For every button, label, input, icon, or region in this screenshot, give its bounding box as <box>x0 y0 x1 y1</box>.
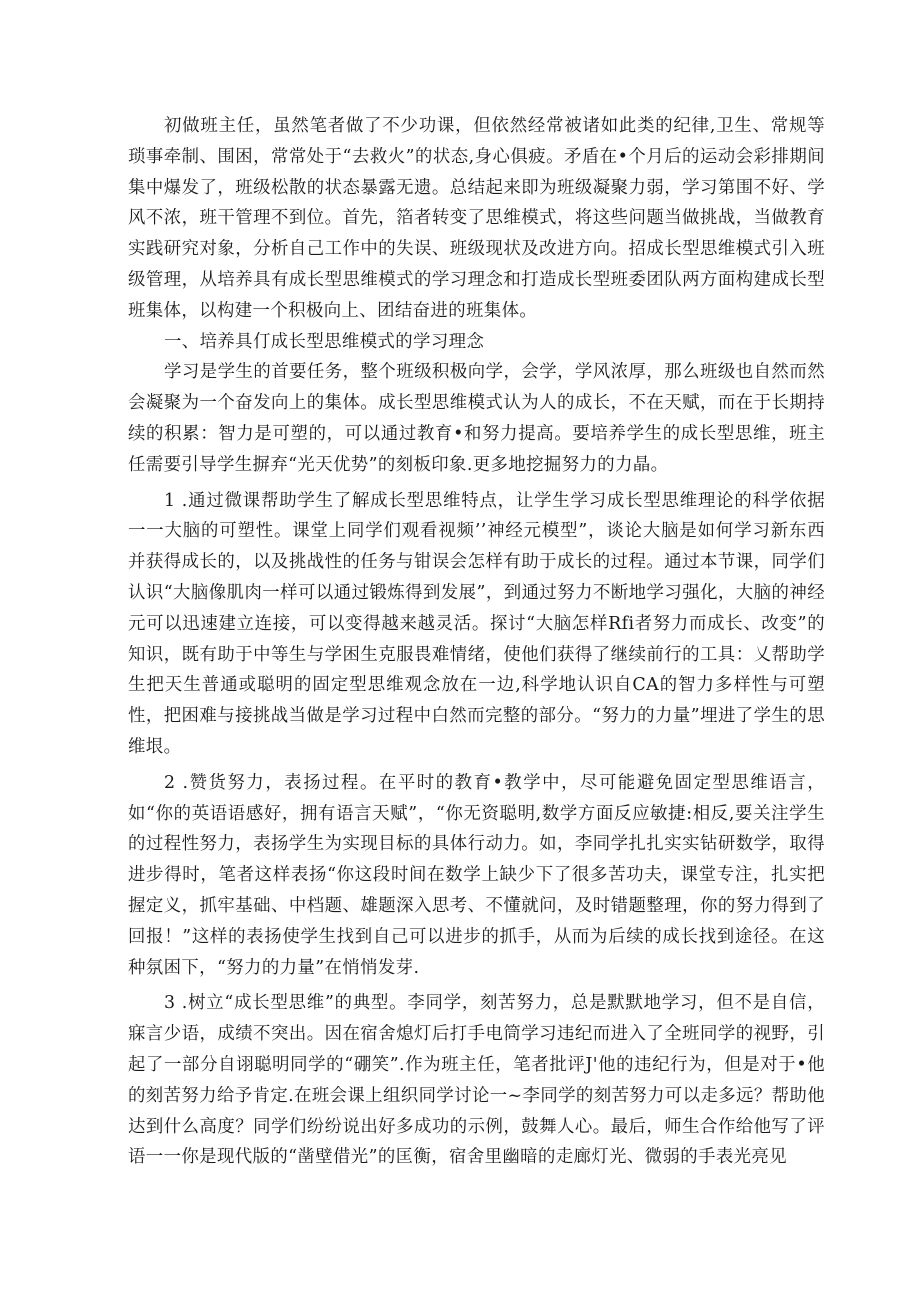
list-item-1: 1 .通过微课帮助学生了解成长型思维特点，让学生学习成长型思维理论的科学依据一一大脑的可塑性。课堂上同学们观看视频’’神经元模型”，谈论大脑是如何学习新东西并获得成长的，以及挑战性的任务与钳误会怎样有助于成长的过程。通过本节课，同学们认识“大脑像肌肉一样可以通过锻炼得到发展”，到通过努力不断地学习强化，大脑的神经元可以迅速建立连接，可以变得越来越灵活。探讨“大脑怎样Rfi者努力而成长、改变”的知识，既有助于中等生与学困生克服畏难情绪，使他们获得了继续前行的工具：乂帮助学生把天生普通或聪明的固定型思维观念放在一边,科学地认识自CA的智力多样性与可塑性，把困难与接挑战当做是学习过程中白然而完整的部分。“努力的力量”埋进了学生的思维垠。 <box>128 490 825 757</box>
section-heading: 一、培养具仃成长型思维模式的学习理念 <box>164 331 485 352</box>
section-paragraph: 学习是学生的首要任务，整个班级积极向学，会学，学风浓厚，那么班级也自然而然会凝聚为一个奋发向上的集体。成长型思维模式认为人的成长，不在天赋，而在于长期持续的积累：智力是可塑的，可以通过教育•和努力提高。要培养学生的成长型思维，班主任需要引导学生摒弃“光天优势”的刻板印象.更多地挖掘努力的力晶。 <box>128 362 825 475</box>
list-item-3: 3 .树立“成长型思维”的典型。李同学，刻苦努力，总是默默地学习，但不是自信，寐言少语，成绩不突出。因在宿舍熄灯后打手电筒学习违纪而进入了全班同学的视野，引起了一部分自诩聪明同学的“硼笑”.作为班主任，笔者批评J'他的违纪行为，但是对于•他的刻苦努力给予肯定.在班会课上组织同学讨论一~李同学的刻苦努力可以走多远？帮助他达到什么高度？同学们纷纷说出好多成功的示例，鼓舞人心。最后，师生合作给他写了评语一一你是现代版的“凿壁借光”的匡衡，宿舍里幽暗的走廊灯光、微弱的手表光亮见 <box>128 993 825 1168</box>
intro-paragraph: 初做班主任，虽然笔者做了不少功课，但依然经常被诸如此类的纪律,卫生、常规等琐事牵制、围困，常常处于“去救火”的状态,身心俱疲。矛盾在•个月后的运动会彩排期间集中爆发了，班级松散的状态暴露无遗。总结起来即为班级凝聚力弱，学习第围不好、学风不浓，班干管理不到位。首先，箔者转变了思维模式，将这些问题当做挑战，当做教育实践研究对象，分析自己工作中的失误、班级现状及改进方向。招成长型思维模式引入班级管理，从培养具有成长型思维模式的学习理念和打造成长型班委团队两方面构建成长型班集体，以构建一个积极向上、团结奋进的班集体。 <box>128 116 825 321</box>
list-item-2: 2 .赞货努力，表扬过程。在平时的教育•教学中，尽可能避免固定型思维语言，如“你的英语语感好，拥有语言天赋”，“你无资聪明,数学方面反应敏捷:相反,要关注学生的过程性努力，表扬学生为实现目标的具体行动力。如，李同学扎扎实实钻研数学，取得进步得时，笔者这样表扬“你这段时间在数学上缺少下了很多苦功夫，课堂专注，扎实把握定义，抓牢基础、中档题、雄题深入思考、不懂就问，及时错题整理，你的努力得到了回报！”这样的表扬使学生找到自己可以进步的抓手，从而为后续的成长找到途径。在这种氛困下，“努力的力量”在悄悄发芽. <box>128 772 825 978</box>
